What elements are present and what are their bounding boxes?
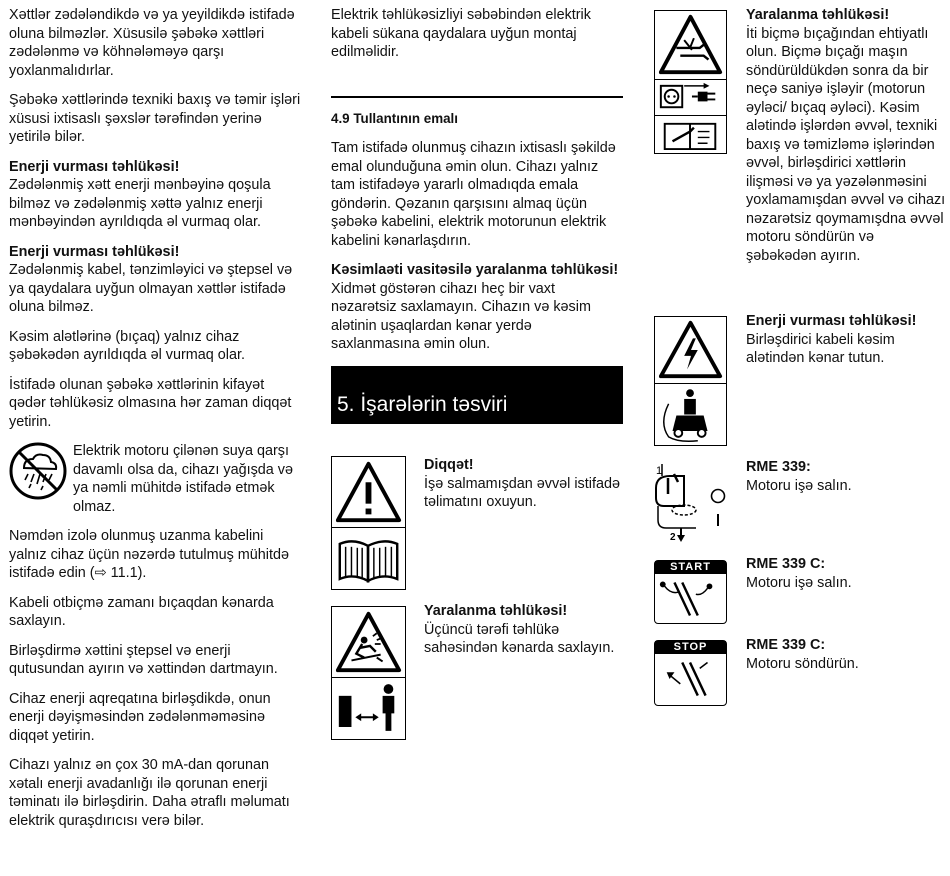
rme339-start-diagram xyxy=(654,460,734,542)
keep-distance-icon xyxy=(331,678,406,740)
warning-text: Zədələnmiş kabel, tənzimləyici və ştepsel və ya qaydalara uyğun olmayan xəttlər istifadə oluna bilməz. xyxy=(9,262,293,315)
rain-warning-note xyxy=(9,442,301,516)
warning-text: Zədələnmiş xətt enerji mənbəyinə qoşula bilməz və zədələnmiş xəttə yalnız enerji mənbəyindən ayrıldıqda əl vurmaq olar. xyxy=(9,177,271,230)
symbol-heading: Diqqət! xyxy=(424,457,474,473)
subsection-heading: 4.9 Tullantının emalı xyxy=(331,110,458,126)
thrown-object-warning-icon xyxy=(331,606,406,678)
paragraph: Kabeli otbiçmə zamanı bıçaqdan kənarda saxlayın. xyxy=(9,594,274,629)
start-label: START xyxy=(655,561,726,574)
section-divider xyxy=(331,96,623,98)
warning-triangle-icon xyxy=(331,456,406,528)
attention-item xyxy=(424,456,624,512)
paragraph: Elektrik təhlükəsizliyi səbəbindən elektrik kabeli sükana qaydalara uyğun montaj edilməlidir. xyxy=(331,7,591,60)
symbol-heading: RME 339 C: xyxy=(746,637,826,653)
stop-sequence-icon xyxy=(654,640,727,706)
symbol-heading: RME 339 C: xyxy=(746,556,826,572)
paragraph: İstifadə olunan şəbəkə xəttlərinin kifayət qədər təhlükəsiz olmasına hər zaman diqqət yetirin. xyxy=(9,376,292,430)
step-label-1: 1 xyxy=(656,465,663,477)
step-label-2: 2 xyxy=(670,532,676,542)
rme339c-stop-item xyxy=(746,636,946,673)
column-2 xyxy=(331,6,623,424)
rain-warning-text: Elektrik motoru çilənən suya qarşı davamlı olsa da, cihazı yağışda və ya nəmli mühitdə istifadə etmək olmaz. xyxy=(73,443,293,515)
paragraph: Birləşdirmə xəttini ştepsel və enerji qutusundan ayırın və xəttindən dartmayın. xyxy=(9,642,278,677)
third-party-symbols xyxy=(331,606,406,740)
warning-heading: Enerji vurması təhlükəsi! xyxy=(9,158,180,175)
manual-service-icon xyxy=(654,116,727,154)
electric-shock-symbols xyxy=(654,316,727,446)
column-1 xyxy=(9,6,301,841)
manual-book-icon xyxy=(331,528,406,590)
symbol-text: İşə salmamışdan əvvəl istifadə təlimatını oxuyun. xyxy=(424,475,620,510)
symbol-text: Motoru söndürün. xyxy=(746,655,859,672)
paragraph: Tam istifadə olunmuş cihazın ixtisaslı şəkildə emal olunduğuna əmin olun. Cihazı yalnız tam istifadəyə yararlı olmadıqda emala göndərin. Qəzanın qarşısını almaq üçün şəbəkə kabelini, elektrik motorunun elektrik kabelini kənarlaşdırın. xyxy=(331,140,616,249)
paragraph: Cihazı yalnız ən çox 30 mA-dan qorunan xətalı enerji avadanlığı ilə qorunan enerji təminatı ilə birləşdirin. Daha ətraflı məlumatı elektrik quraşdırıcısı verə bilər. xyxy=(9,757,290,829)
section-title xyxy=(331,366,623,424)
paragraph: Şəbəkə xəttlərində texniki baxış və təmir işləri xüsusi ixtisaslı şəxslər tərəfindən yerinə yetirilə bilər. xyxy=(9,92,301,145)
paragraph: Cihaz enerji aqreqatına birləşdikdə, onun enerji dəyişməsindən zədələnməməsinə diqqət yetirin. xyxy=(9,690,271,744)
blade-warning-symbols xyxy=(654,10,727,154)
warning-text: Xidmət göstərən cihazı heç bir vaxt nəzarətsiz saxlamayın. Cihazın və kəsim alətinin uşaqlardan kənar yerdə saxlanmasına əmin olun. xyxy=(331,280,591,352)
rme339c-start-item xyxy=(746,555,946,592)
warning-block xyxy=(9,243,301,317)
electric-hazard-icon xyxy=(654,316,727,384)
symbol-text: İti biçmə bıçağından ehtiyatlı olun. Biçmə bıçağı maşın söndürüldükdən sonra da bir neçə saniyə işləyir (motorun əyləci/ bıçaq əyləci). Kəsim alətində işlərdən əvvəl, texniki baxış və təmizləmə işlərindən əvvəl, birləşdirici xəttlərin ilişməsi və ya yəzələnməsini yoxlamamışdan əvvəl və cihazı nəzarətsiz qoymamışdna əvvəl motoru söndürün və şəbəkədən ayırın. xyxy=(746,25,946,264)
symbol-heading: Yaralanma təhlükəsi! xyxy=(424,603,568,619)
electric-shock-item xyxy=(746,312,946,368)
no-rain-icon xyxy=(9,442,67,500)
symbol-text: Üçüncü tərəfi təhlükə sahəsindən kənarda saxlayın. xyxy=(424,621,615,656)
rme339-item xyxy=(746,458,946,495)
section-title-text: 5. İşarələrin təsviri xyxy=(337,393,508,416)
symbol-heading: RME 339: xyxy=(746,459,811,475)
warning-block xyxy=(9,158,301,232)
warning-block xyxy=(331,261,623,354)
start-sequence-icon xyxy=(654,560,727,624)
symbol-heading: Yaralanma təhlükəsi! xyxy=(746,7,890,23)
stop-label: STOP xyxy=(655,641,726,654)
symbol-text: Motoru işə salın. xyxy=(746,574,852,591)
cable-away-from-blade-icon xyxy=(654,384,727,446)
symbol-heading: Enerji vurması təhlükəsi! xyxy=(746,313,917,329)
warning-heading: Kəsimlaəti vasitəsilə yaralanma təhlükəsi! xyxy=(331,262,619,278)
blade-warning-item xyxy=(746,6,946,265)
unplug-icon xyxy=(654,80,727,116)
paragraph: Xəttlər zədələndikdə və ya yeyildikdə istifadə oluna bilməzlər. Xüsusilə şəbəkə xəttləri zədələnmə və köhnələməyə qarşı yoxlanmalıdırlar. xyxy=(9,7,295,79)
warning-heading: Enerji vurması təhlükəsi! xyxy=(9,243,180,260)
blade-hazard-icon xyxy=(654,10,727,80)
symbol-text: Motoru işə salın. xyxy=(746,477,852,494)
third-party-item xyxy=(424,602,624,658)
paragraph: Nəmdən izolə olunmuş uzanma kabelini yalnız cihaz üçün nəzərdə tutulmuş mühitdə istifadə edin (⇨ 11.1). xyxy=(9,528,289,581)
read-manual-symbols xyxy=(331,456,406,590)
symbol-text: Birləşdirici kabeli kəsim alətindən kənar tutun. xyxy=(746,331,895,366)
paragraph: Kəsim alətlərinə (bıçaq) yalnız cihaz şəbəkədən ayrıldıqda əl vurmaq olar. xyxy=(9,328,245,363)
